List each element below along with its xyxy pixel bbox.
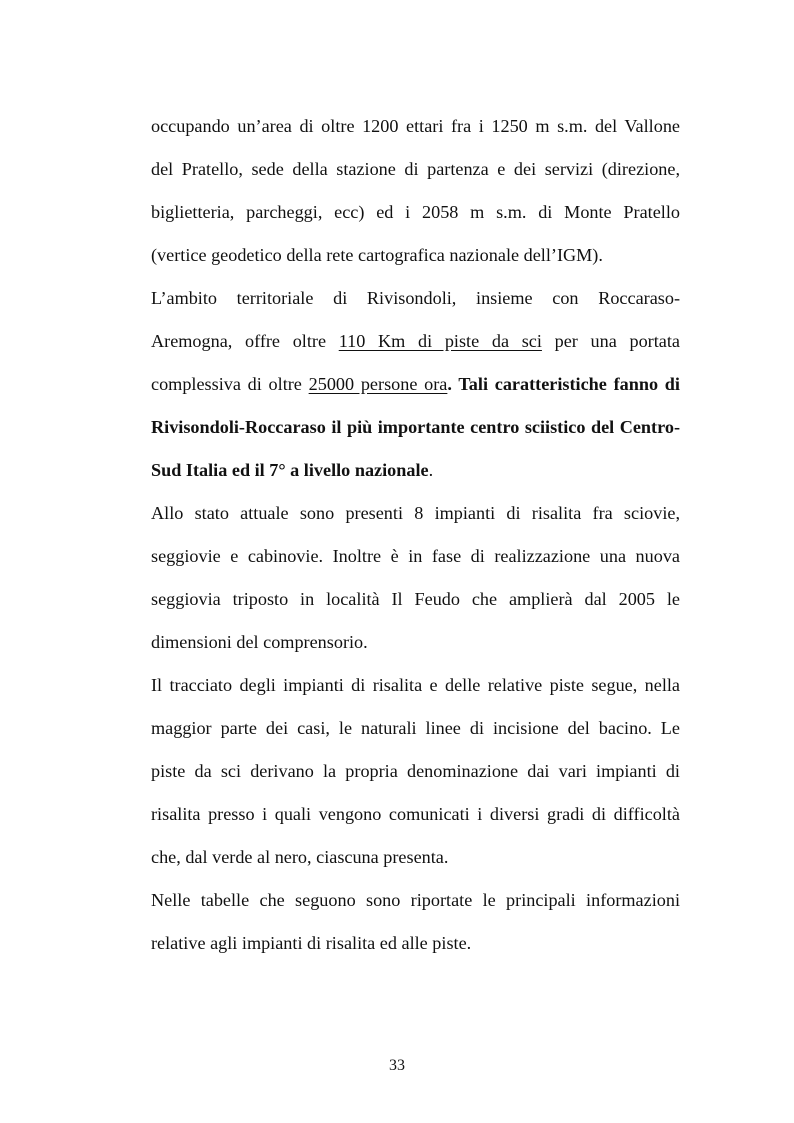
text-run: Aremogna, offre oltre [151,331,339,351]
text-run: . [428,460,434,480]
text-run: piste da sci derivano la propria denominazione dai vari impianti di [151,761,680,781]
paragraph [151,879,680,965]
text-line [151,578,680,621]
text-run: L’ambito territoriale di Rivisondoli, insieme con Roccaraso- [151,288,680,308]
text-line [151,621,680,664]
paragraph [151,105,680,277]
text-line [151,277,680,320]
paragraph [151,492,680,664]
text-line [151,664,680,707]
text-line [151,879,680,922]
text-line [151,836,680,879]
text-line [151,707,680,750]
bold-text: . Tali caratteristiche fanno di [447,374,680,394]
page-body [151,105,680,965]
text-line [151,492,680,535]
text-run: complessiva di oltre [151,374,309,394]
text-line [151,449,680,492]
text-line [151,105,680,148]
text-run: occupando un’area di oltre 1200 ettari fra i 1250 m s.m. del Vallone [151,116,680,136]
text-line [151,922,680,965]
underlined-text: 25000 persone ora [308,374,448,394]
text-line [151,148,680,191]
text-run: risalita presso i quali vengono comunicati i diversi gradi di difficoltà [151,804,680,824]
text-line [151,320,680,363]
paragraph [151,277,680,492]
text-line [151,191,680,234]
text-run: Il tracciato degli impianti di risalita e delle relative piste segue, nella [151,675,680,695]
page-number: 33 [389,1057,405,1074]
text-line [151,535,680,578]
text-run: dimensioni del comprensorio. [151,632,368,652]
text-run: del Pratello, sede della stazione di partenza e dei servizi (direzione, [151,159,680,179]
text-run: seggiovia triposto in località Il Feudo che amplierà dal 2005 le [151,589,680,609]
text-line [151,793,680,836]
bold-text: Sud Italia ed il 7° a livello nazionale [151,460,429,480]
text-run: per una portata [541,331,680,351]
paragraph [151,664,680,879]
text-line [151,750,680,793]
text-line [151,363,680,406]
text-run: seggiovie e cabinovie. Inoltre è in fase di realizzazione una nuova [151,546,680,566]
text-line [151,406,680,449]
text-run: Allo stato attuale sono presenti 8 impianti di risalita fra sciovie, [151,503,680,523]
bold-text: Rivisondoli-Roccaraso il più importante centro sciistico del Centro- [151,417,680,437]
text-run: biglietteria, parcheggi, ecc) ed i 2058 m s.m. di Monte Pratello [151,202,680,222]
text-run: maggior parte dei casi, le naturali linee di incisione del bacino. Le [151,718,680,738]
text-line [151,234,680,277]
text-run: (vertice geodetico della rete cartografica nazionale dell’IGM). [151,245,603,265]
text-run: relative agli impianti di risalita ed alle piste. [151,933,472,953]
text-run: che, dal verde al nero, ciascuna presenta. [151,847,449,867]
text-run: Nelle tabelle che seguono sono riportate le principali informazioni [151,890,680,910]
underlined-text: 110 Km di piste da sci [338,331,542,351]
